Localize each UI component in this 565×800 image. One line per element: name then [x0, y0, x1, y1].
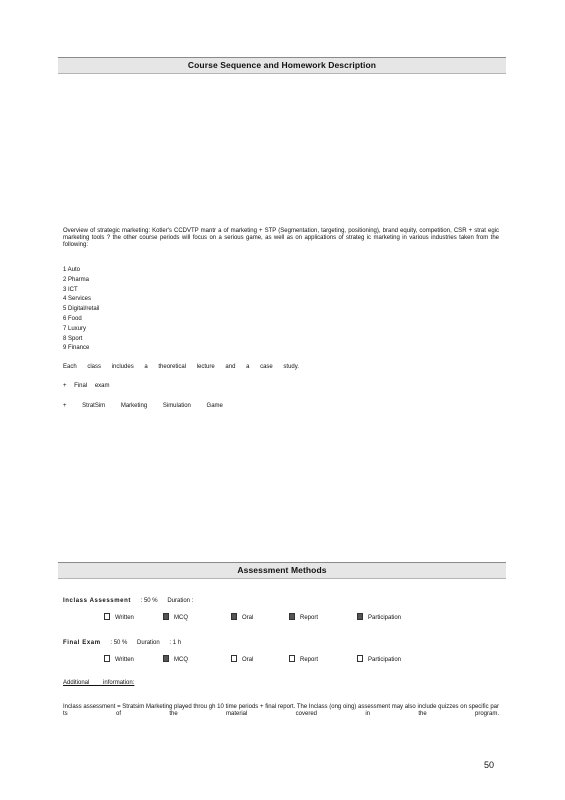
final-option-oral[interactable] [231, 656, 253, 664]
option-label: Written [115, 657, 134, 664]
checkbox[interactable] [231, 655, 237, 662]
option-label: Participation [368, 615, 402, 622]
checkbox[interactable] [104, 655, 110, 662]
list-item: 4 Services [63, 296, 92, 303]
final-option-mcq[interactable] [163, 656, 188, 664]
checkbox[interactable] [289, 655, 295, 662]
additional-information-label: Additional information: [63, 680, 135, 686]
checkbox[interactable] [104, 613, 110, 620]
assessment-header-bar [58, 562, 506, 579]
overview-paragraph: Overview of strategic marketing: Kotler's CCDVTP mantr a of marketing + STP (Segmentation, targeting, positioning), brand equity, competition, CSR + strat egic marketing tools ? the other course periods will focus on a serious game, as well as on applications of strateg ic marketing in various industries taken from the following: [63, 228, 499, 248]
list-item: 6 Food [63, 315, 82, 322]
inclass-duration-label: Duration : [167, 598, 194, 604]
final-option-participation[interactable] [357, 656, 401, 664]
final-exam-percent: : 50 % [110, 640, 128, 646]
inclass-option-report[interactable] [289, 614, 318, 622]
inclass-option-written[interactable] [104, 614, 134, 622]
additional-information-text: Inclass assessment = Stratsim Marketing played throu gh 10 time periods + final report. The Inclass (ong oing) assessment may also include quizzes on specific par ts of the material covered in the program. [63, 704, 499, 717]
assessment-title: Assessment Methods [237, 565, 327, 575]
checkbox[interactable] [357, 655, 363, 662]
final-option-report[interactable] [289, 656, 318, 664]
final-exam-line: + Final exam [63, 383, 110, 389]
option-label: MCQ [174, 657, 188, 664]
list-item: 1 Auto [63, 267, 81, 273]
list-item: 5 Digital/retail [63, 306, 100, 313]
final-exam-label: Final Exam [63, 640, 101, 646]
course-sequence-header-bar [58, 57, 506, 74]
inclass-option-mcq[interactable] [163, 614, 188, 622]
course-sequence-title: Course Sequence and Homework Description [187, 60, 377, 70]
inclass-assessment-row [63, 598, 193, 605]
final-option-written[interactable] [104, 656, 134, 664]
stratsim-line: + StratSim Marketing Simulation Game [63, 403, 223, 409]
list-item: 2 Pharma [63, 276, 90, 283]
list-item: 3 ICT [63, 286, 78, 293]
option-label: Oral [242, 615, 254, 622]
final-exam-duration-value: : 1 h [169, 640, 182, 646]
option-label: MCQ [174, 615, 188, 622]
page-number: 50 [484, 760, 495, 770]
list-item: 7 Luxury [63, 325, 87, 332]
class-description: Each class includes a theoretical lecture and a case study. [63, 364, 299, 370]
option-label: Oral [242, 657, 254, 664]
option-label: Report [300, 657, 319, 664]
inclass-option-oral[interactable] [231, 614, 253, 622]
checkbox[interactable] [163, 655, 169, 662]
list-item: 9 Finance [63, 345, 90, 352]
industries-list [63, 266, 99, 354]
list-item: 8 Sport [63, 335, 83, 342]
final-exam-duration-label: Duration [137, 640, 160, 646]
checkbox[interactable] [163, 613, 169, 620]
option-label: Participation [368, 657, 402, 664]
option-label: Written [115, 615, 134, 622]
checkbox[interactable] [289, 613, 295, 620]
final-exam-row [63, 640, 181, 647]
inclass-percent: : 50 % [140, 598, 158, 604]
inclass-option-participation[interactable] [357, 614, 401, 622]
checkbox[interactable] [231, 613, 237, 620]
option-label: Report [300, 615, 319, 622]
inclass-label: Inclass Assessment [63, 598, 131, 604]
checkbox[interactable] [357, 613, 363, 620]
